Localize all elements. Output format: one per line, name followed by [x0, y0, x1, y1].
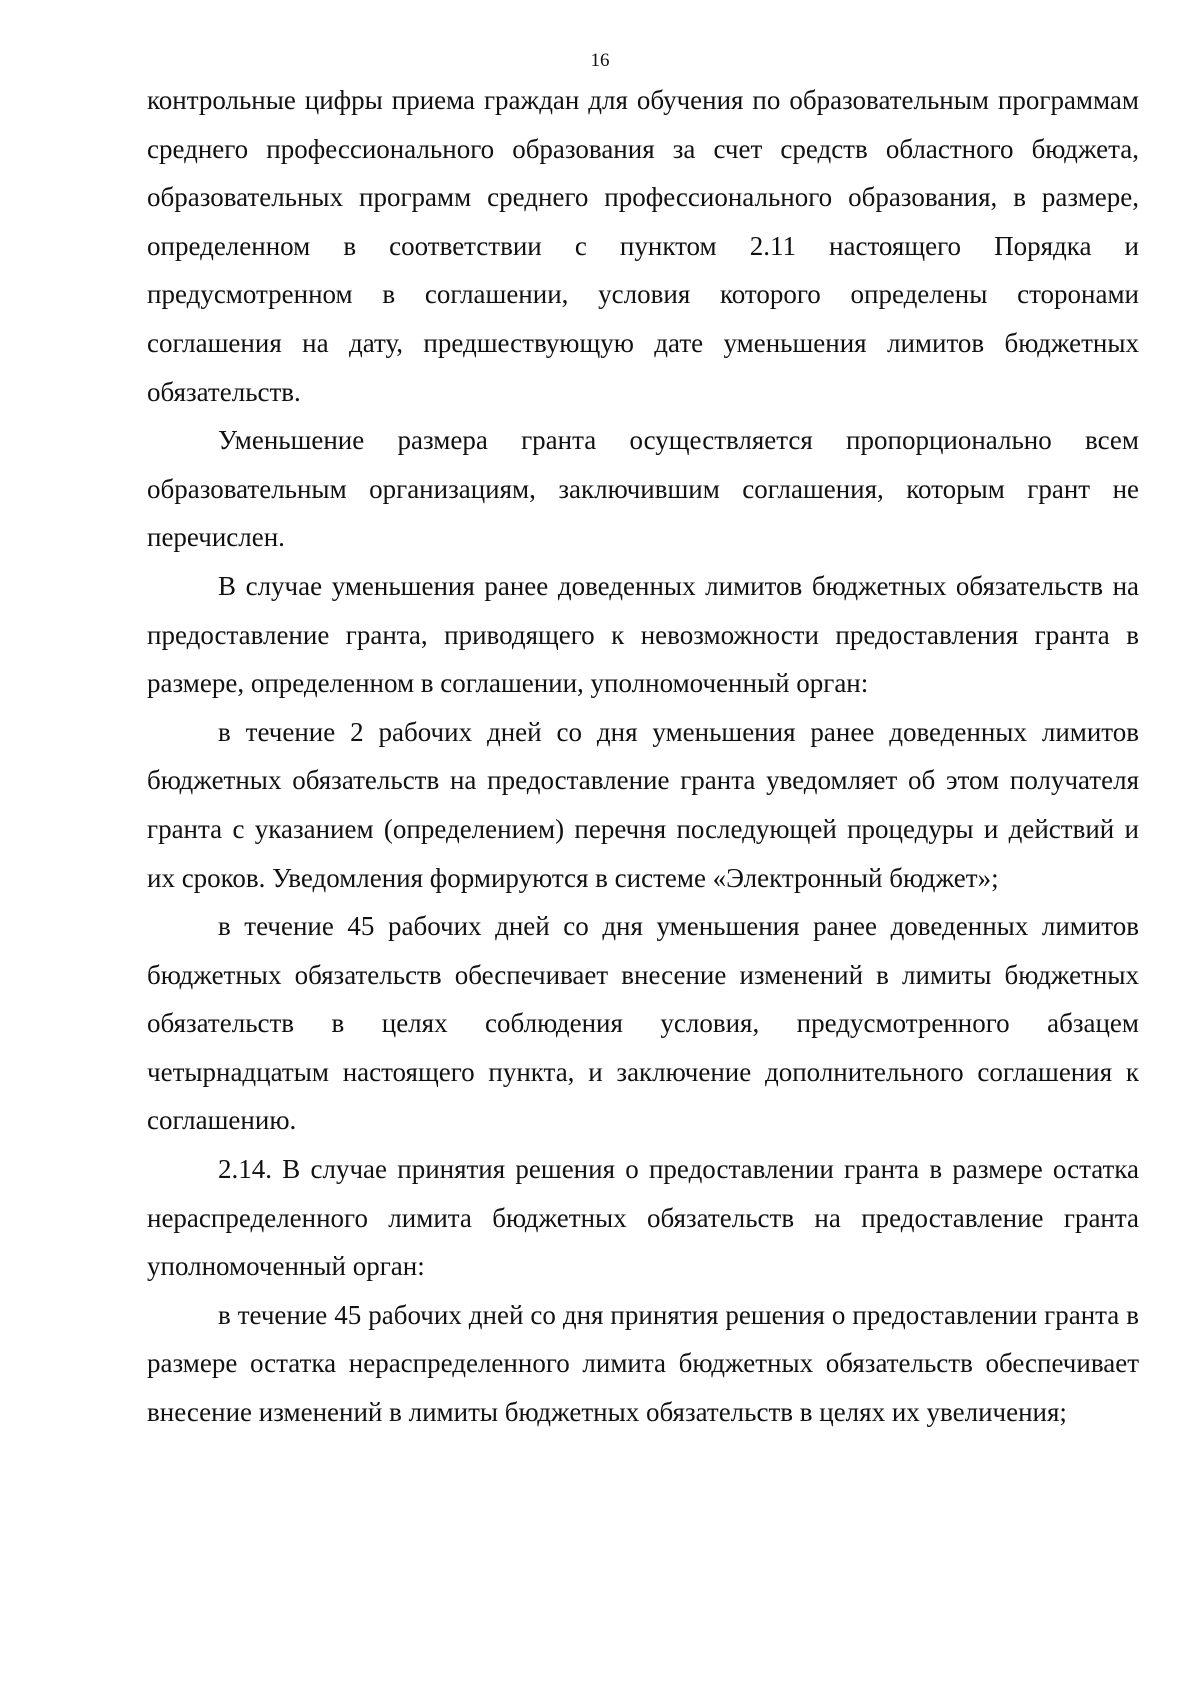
paragraph-notification-2-days: в течение 2 рабочих дней со дня уменьшения ранее доведенных лимитов бюджетных обязательств на предоставление гранта уведомляет об этом получателя гранта с указанием (определением) перечня последующей процедуры и действий и их сроков. Уведомления формируются в системе «Электронный бюджет»; — [147, 716, 1139, 893]
paragraph-grant-reduction: Уменьшение размера гранта осуществляется пропорционально всем образовательным организациям, заключившим соглашения, которым грант не перечислен. — [147, 425, 1139, 553]
page-number: 16 — [590, 50, 610, 71]
paragraph-continuation: контрольные цифры приема граждан для обучения по образовательным программам среднего профессионального образования за счет средств областного бюджета, образовательных программ среднего профессионального образования, в размере, определенном в соответствии с пунктом 2.11 настоящего Порядка и предусмотренном в соглашении, условия которого определены сторонами соглашения на дату, предшествующую дате уменьшения лимитов бюджетных обязательств. — [147, 85, 1139, 407]
paragraph-limit-reduction: В случае уменьшения ранее доведенных лимитов бюджетных обязательств на предоставление гранта, приводящего к невозможности предоставления гранта в размере, определенном в соглашении, уполномоченный орган: — [147, 570, 1139, 699]
document-body — [147, 76, 1139, 1437]
paragraph-changes-45-days: в течение 45 рабочих дней со дня уменьшения ранее доведенных лимитов бюджетных обязательств обеспечивает внесение изменений в лимиты бюджетных обязательств в целях соблюдения условия, предусмотренного абзацем четырнадцатым настоящего пункта, и заключение дополнительного соглашения к соглашению. — [147, 911, 1139, 1136]
paragraph-increase-45-days: в течение 45 рабочих дней со дня принятия решения о предоставлении гранта в размере остатка нераспределенного лимита бюджетных обязательств обеспечивает внесение изменений в лимиты бюджетных обязательств в целях их увеличения; — [147, 1299, 1139, 1428]
paragraph-section-2-14: 2.14. В случае принятия решения о предоставлении гранта в размере остатка нераспределенного лимита бюджетных обязательств на предоставление гранта уполномоченный орган: — [147, 1154, 1139, 1282]
